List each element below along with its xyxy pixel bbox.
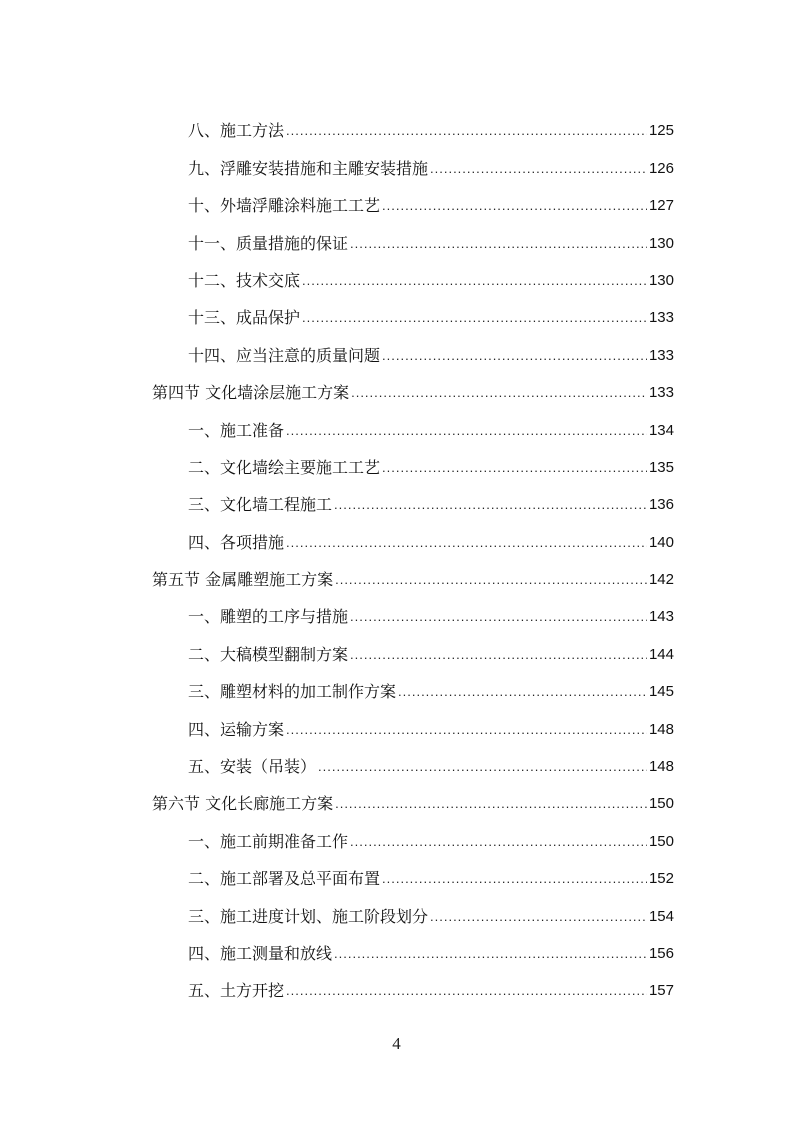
toc-entry-title: 一、施工前期准备工作 [188, 831, 349, 851]
toc-dot-leader [286, 981, 647, 1001]
toc-dot-leader [302, 271, 647, 291]
toc-entry-page: 140 [648, 533, 674, 551]
toc-entry-page: 152 [648, 870, 674, 888]
page-number: 4 [392, 1034, 401, 1053]
toc-entry-title: 第六节 文化长廊施工方案 [152, 794, 334, 814]
toc-dot-leader [351, 383, 647, 403]
toc-entry-title: 第四节 文化墙涂层施工方案 [152, 383, 350, 403]
toc-dot-leader [302, 308, 647, 328]
toc-dot-leader [318, 757, 647, 777]
toc-dot-leader [382, 196, 647, 216]
toc-subsection-entry[interactable] [152, 254, 674, 291]
toc-entry-title: 四、运输方案 [188, 719, 285, 739]
toc-dot-leader [286, 121, 647, 141]
toc-entry-title: 八、施工方法 [188, 121, 285, 141]
toc-entry-page: 127 [648, 197, 674, 215]
toc-subsection-entry[interactable] [152, 478, 674, 515]
toc-dot-leader [382, 346, 647, 366]
toc-entry-page: 156 [648, 944, 674, 962]
toc-subsection-entry[interactable] [152, 852, 674, 889]
toc-entry-title: 十、外墙浮雕涂料施工工艺 [188, 196, 381, 216]
toc-entry-page: 133 [648, 346, 674, 364]
toc-subsection-entry[interactable] [152, 403, 674, 440]
toc-entry-page: 125 [648, 122, 674, 140]
toc-section-entry[interactable] [152, 553, 674, 590]
toc-dot-leader [430, 907, 647, 927]
toc-entry-page: 145 [648, 683, 674, 701]
toc-entry-title: 一、施工准备 [188, 420, 285, 440]
toc-entry-page: 144 [648, 645, 674, 663]
toc-entry-title: 三、雕塑材料的加工制作方案 [188, 682, 397, 702]
toc-entry-page: 133 [648, 384, 674, 402]
toc-subsection-entry[interactable] [152, 441, 674, 478]
toc-subsection-entry[interactable] [152, 889, 674, 926]
toc-dot-leader [286, 720, 647, 740]
toc-entry-title: 十二、技术交底 [188, 270, 301, 290]
toc-section-entry[interactable] [152, 366, 674, 403]
table-of-contents [152, 104, 674, 1001]
toc-dot-leader [382, 869, 647, 889]
toc-dot-leader [350, 234, 647, 254]
toc-entry-title: 十一、质量措施的保证 [188, 233, 349, 253]
toc-dot-leader [350, 607, 647, 627]
toc-entry-title: 十三、成品保护 [188, 308, 301, 328]
toc-subsection-entry[interactable] [152, 141, 674, 178]
toc-entry-title: 三、文化墙工程施工 [188, 495, 333, 515]
toc-dot-leader [398, 682, 647, 702]
toc-dot-leader [350, 832, 647, 852]
toc-subsection-entry[interactable] [152, 814, 674, 851]
toc-entry-page: 143 [648, 608, 674, 626]
toc-section-entry[interactable] [152, 777, 674, 814]
toc-subsection-entry[interactable] [152, 590, 674, 627]
toc-entry-title: 二、大稿模型翻制方案 [188, 644, 349, 664]
toc-subsection-entry[interactable] [152, 216, 674, 253]
toc-entry-page: 130 [648, 271, 674, 289]
toc-subsection-entry[interactable] [152, 964, 674, 1001]
toc-entry-page: 150 [648, 795, 674, 813]
toc-entry-page: 148 [648, 758, 674, 776]
toc-entry-page: 133 [648, 309, 674, 327]
toc-dot-leader [286, 533, 647, 553]
toc-entry-title: 九、浮雕安装措施和主雕安装措施 [188, 158, 429, 178]
toc-entry-page: 154 [648, 907, 674, 925]
toc-entry-title: 五、安装（吊装） [188, 757, 317, 777]
toc-entry-title: 十四、应当注意的质量问题 [188, 345, 381, 365]
toc-entry-page: 126 [648, 159, 674, 177]
toc-subsection-entry[interactable] [152, 740, 674, 777]
toc-entry-page: 142 [648, 571, 674, 589]
toc-entry-page: 150 [648, 832, 674, 850]
toc-entry-title: 三、施工进度计划、施工阶段划分 [188, 906, 429, 926]
toc-subsection-entry[interactable] [152, 927, 674, 964]
toc-subsection-entry[interactable] [152, 627, 674, 664]
toc-entry-page: 157 [648, 982, 674, 1000]
toc-entry-title: 四、各项措施 [188, 532, 285, 552]
toc-entry-page: 130 [648, 234, 674, 252]
toc-entry-title: 二、文化墙绘主要施工工艺 [188, 457, 381, 477]
toc-subsection-entry[interactable] [152, 515, 674, 552]
toc-dot-leader [334, 495, 647, 515]
toc-subsection-entry[interactable] [152, 702, 674, 739]
toc-dot-leader [286, 421, 647, 441]
toc-subsection-entry[interactable] [152, 665, 674, 702]
toc-subsection-entry[interactable] [152, 179, 674, 216]
toc-dot-leader [430, 159, 647, 179]
toc-entry-title: 二、施工部署及总平面布置 [188, 869, 381, 889]
toc-entry-title: 四、施工测量和放线 [188, 943, 333, 963]
toc-dot-leader [334, 944, 647, 964]
toc-entry-title: 一、雕塑的工序与措施 [188, 607, 349, 627]
toc-subsection-entry[interactable] [152, 328, 674, 365]
toc-dot-leader [350, 645, 647, 665]
toc-subsection-entry[interactable] [152, 291, 674, 328]
toc-subsection-entry[interactable] [152, 104, 674, 141]
toc-dot-leader [335, 570, 647, 590]
toc-entry-page: 148 [648, 720, 674, 738]
toc-entry-title: 五、土方开挖 [188, 981, 285, 1001]
toc-entry-page: 134 [648, 421, 674, 439]
toc-entry-page: 136 [648, 496, 674, 514]
toc-dot-leader [335, 794, 647, 814]
toc-dot-leader [382, 458, 647, 478]
toc-entry-page: 135 [648, 458, 674, 476]
toc-entry-title: 第五节 金属雕塑施工方案 [152, 570, 334, 590]
